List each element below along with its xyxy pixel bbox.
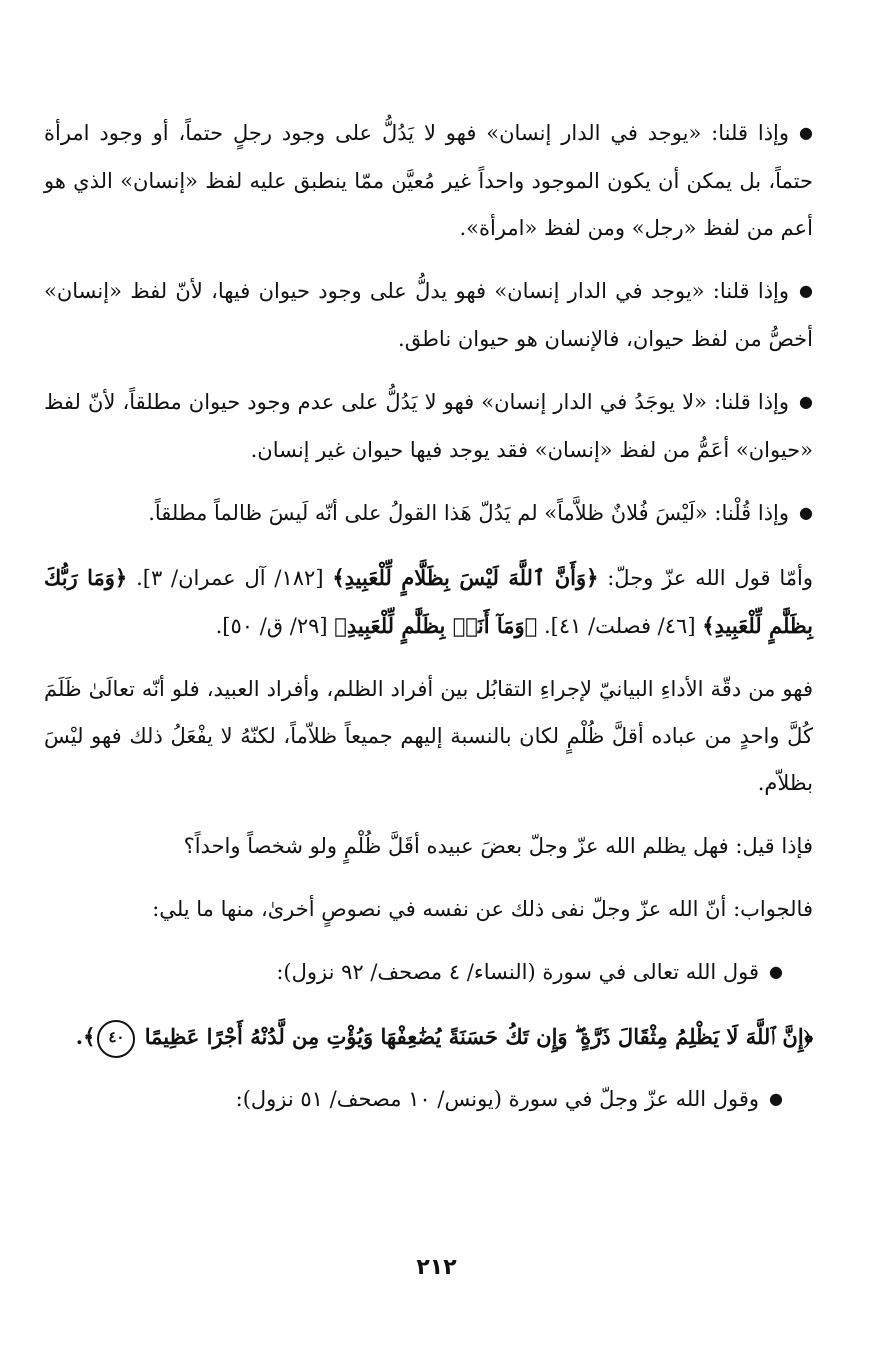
paragraph-1 xyxy=(44,110,813,252)
explanation-paragraph: فهو من دقّة الأداءِ البيانيّ لإجراءِ التقابُل بين أفراد الظلم، وأفراد العبيد، فلو أنّه تعالَىٰ ظَلَمَ كُلَّ واحدٍ من عباده أقلَّ ظُلْمٍ لكان بالنسبة إليهم جميعاً ظلاّماً، لكنّهُ لا يفْعَلُ ذلك فهو ليْسَ بظلاّم. xyxy=(44,677,813,795)
bullet-icon: ● xyxy=(799,281,813,300)
page-number: ٢١٢ xyxy=(416,1255,457,1280)
bullet-icon: ● xyxy=(799,392,813,411)
quran-verse-2: ﴿وَمَا رَبُّكَ بِظَلَّٰمٍ لِّلْعَبِيدِ﴾ xyxy=(44,565,813,638)
quran-verse-4-text: ﴿إِنَّ ٱللَّهَ لَا يَظْلِمُ مِثْقَالَ ذَرَّةٍ ۖ وَإِن تَكُ حَسَنَةً يُضَٰعِفْهَا وَيُؤْتِ مِن لَّدُنْهُ أَجْرًا عَظِيمًا xyxy=(144,1024,813,1049)
quran-verse-1: ﴿وَأَنَّ ٱللَّهَ لَيْسَ بِظَلَّامٍ لِّلْعَبِيدِ﴾ xyxy=(332,565,599,590)
bullet-icon: ● xyxy=(769,962,783,981)
list-item-1 xyxy=(44,949,813,997)
verse-reference-2: [٤٦/ فصلت/ ٤١]. xyxy=(543,614,696,638)
paragraph-text: وإذا قُلْنا: «لَيْسَ فُلانٌ ظلاَّماً» لم يَدُلّ هَذا القولُ على أنّه لَيسَ ظالماً مطلقاً. xyxy=(148,501,790,525)
paragraph-4 xyxy=(44,490,813,538)
bullet-icon: ● xyxy=(799,123,813,142)
paragraph-text: وإذا قلنا: «يوجد في الدار إنسان» فهو لا يَدُلُّ على وجود رجلٍ حتماً، أو وجود امرأة حتماً، بل يمكن أن يكون الموجود واحداً غير مُعيَّن ممّا ينطبق عليه لفظ «إنسان» الذي هو أعم من لفظ «رجل» ومن لفظ «امرأة». xyxy=(44,121,813,240)
list-item-text: وقول الله عزّ وجلّ في سورة (يونس/ ١٠ مصحف/ ٥١ نزول): xyxy=(235,1087,760,1111)
verse-reference-1: [١٨٢/ آل عمران/ ٣]. xyxy=(136,566,324,590)
paragraph-3 xyxy=(44,379,813,474)
list-item-text: قول الله تعالى في سورة (النساء/ ٤ مصحف/ ٩٢ نزول): xyxy=(276,960,760,984)
quran-verse-4 xyxy=(44,1013,813,1060)
page-body xyxy=(44,110,813,1140)
list-item-2 xyxy=(44,1076,813,1124)
bullet-icon: ● xyxy=(769,1089,783,1108)
answer-paragraph: فالجواب: أنّ الله عزّ وجلّ نفى ذلك عن نفسه في نصوصٍ أخرىٰ، منها ما يلي: xyxy=(152,897,813,921)
bullet-icon: ● xyxy=(799,503,813,522)
quran-verse-4-close: ﴾. xyxy=(75,1024,96,1049)
verse-number-badge: ٤٠ xyxy=(97,1020,135,1058)
paragraph-text: وإذا قلنا: «يوجد في الدار إنسان» فهو يدلُّ على وجود حيوان فيها، لأنّ لفظ «إنسان» أخصُّ من لفظ حيوان، فالإنسان هو حيوان ناطق. xyxy=(44,279,813,351)
paragraph-text: وإذا قلنا: «لا يوجَدُ في الدار إنسان» فهو لا يَدُلُّ على عدم وجود حيوان مطلقاً، لأنّ لفظ «حيوان» أعَمُّ من لفظ «إنسان» فقد يوجد فيها حيوان غير إنسان. xyxy=(44,390,813,462)
quran-verse-3: ﴿وَمَآ أَنَا۠ بِظَلَّٰمٍ لِّلْعَبِيدِ﴾ xyxy=(334,613,538,638)
question-paragraph: فإذا قيل: فهل يظلم الله عزّ وجلّ بعضَ عبيده أقَلَّ ظُلْمٍ ولو شخصاً واحداً؟ xyxy=(183,834,813,858)
verses-intro: وأمّا قول الله عزّ وجلّ: xyxy=(607,566,813,590)
verses-paragraph xyxy=(44,554,813,650)
paragraph-2 xyxy=(44,268,813,363)
verse-reference-3: [٢٩/ ق/ ٥٠]. xyxy=(215,614,328,638)
